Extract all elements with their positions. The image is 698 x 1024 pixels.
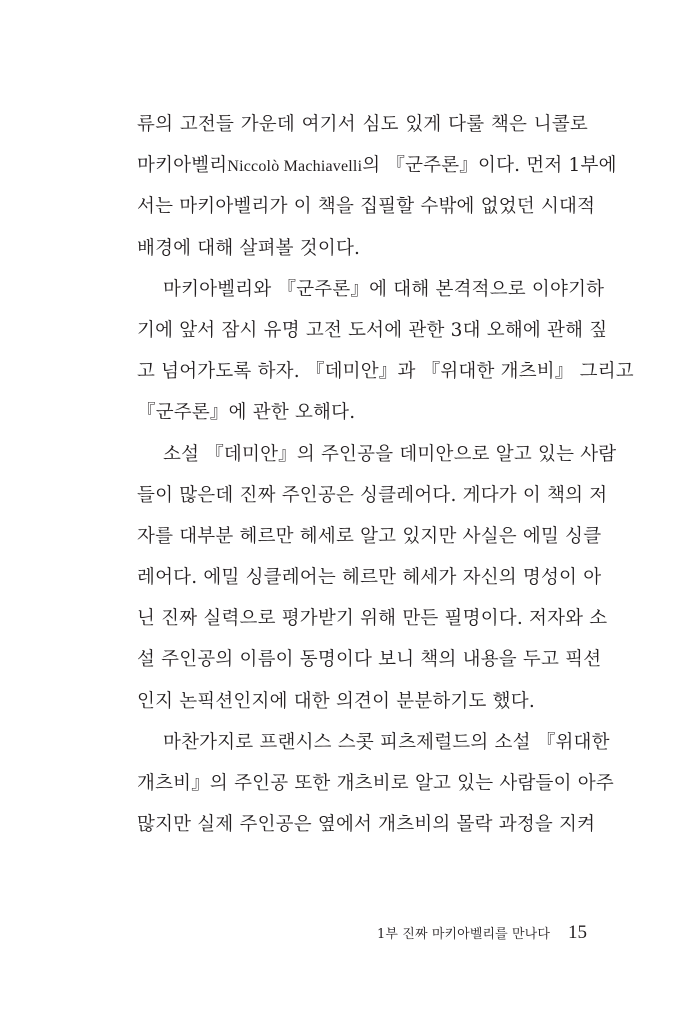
author-name-latin: Niccolò Machiavelli bbox=[227, 158, 363, 176]
text-line: 많지만 실제 주인공은 옆에서 개츠비의 몰락 과정을 지켜 bbox=[137, 814, 596, 836]
text-line: 설 주인공의 이름이 동명이다 보니 책의 내용을 두고 픽션 bbox=[137, 649, 602, 671]
text-line: 배경에 대해 살펴볼 것이다. bbox=[137, 237, 361, 259]
page-footer bbox=[377, 922, 587, 944]
body-text bbox=[137, 104, 634, 845]
text-line: 개츠비』의 주인공 또한 개츠비로 알고 있는 사람들이 아주 bbox=[137, 773, 614, 794]
text-line bbox=[137, 145, 617, 186]
text-line: 서는 마키아벨리가 이 책을 집필할 수밖에 없었던 시대적 bbox=[137, 196, 596, 218]
running-head: 1부 진짜 마키아벨리를 만나다 bbox=[377, 927, 550, 942]
text-line: 류의 고전들 가운데 여기서 심도 있게 다룰 책은 니콜로 bbox=[137, 114, 588, 135]
page-number: 15 bbox=[568, 922, 587, 943]
text-fragment: 의 『군주론』이다. 먼저 1부에 bbox=[362, 155, 617, 177]
text-line: 들이 많은데 진짜 주인공은 싱클레어다. 게다가 이 책의 저 bbox=[137, 484, 608, 506]
paragraph-first-line: 소설 『데미안』의 주인공을 데미안으로 알고 있는 사람 bbox=[163, 443, 617, 465]
text-line: 기에 앞서 잠시 유명 고전 도서에 관한 3대 오해에 관해 짚 bbox=[137, 319, 608, 341]
paragraph-first-line: 마키아벨리와 『군주론』에 대해 본격적으로 이야기하 bbox=[163, 278, 605, 300]
text-line: 고 넘어가도록 하자. 『데미안』과 『위대한 개츠비』 그리고 bbox=[137, 361, 634, 383]
paragraph-first-line: 마찬가지로 프랜시스 스콧 피츠제럴드의 소설 『위대한 bbox=[163, 731, 610, 753]
author-name-korean: 마키아벨리 bbox=[137, 155, 228, 177]
text-line: 『군주론』에 관한 오해다. bbox=[137, 402, 356, 424]
text-line: 레어다. 에밀 싱클레어는 헤르만 헤세가 자신의 명성이 아 bbox=[137, 567, 602, 589]
text-line: 닌 진짜 실력으로 평가받기 위해 만든 필명이다. 저자와 소 bbox=[137, 608, 608, 630]
text-line: 자를 대부분 헤르만 헤세로 알고 있지만 사실은 에밀 싱클 bbox=[137, 525, 602, 547]
text-line: 인지 논픽션인지에 대한 의견이 분분하기도 했다. bbox=[137, 690, 535, 712]
